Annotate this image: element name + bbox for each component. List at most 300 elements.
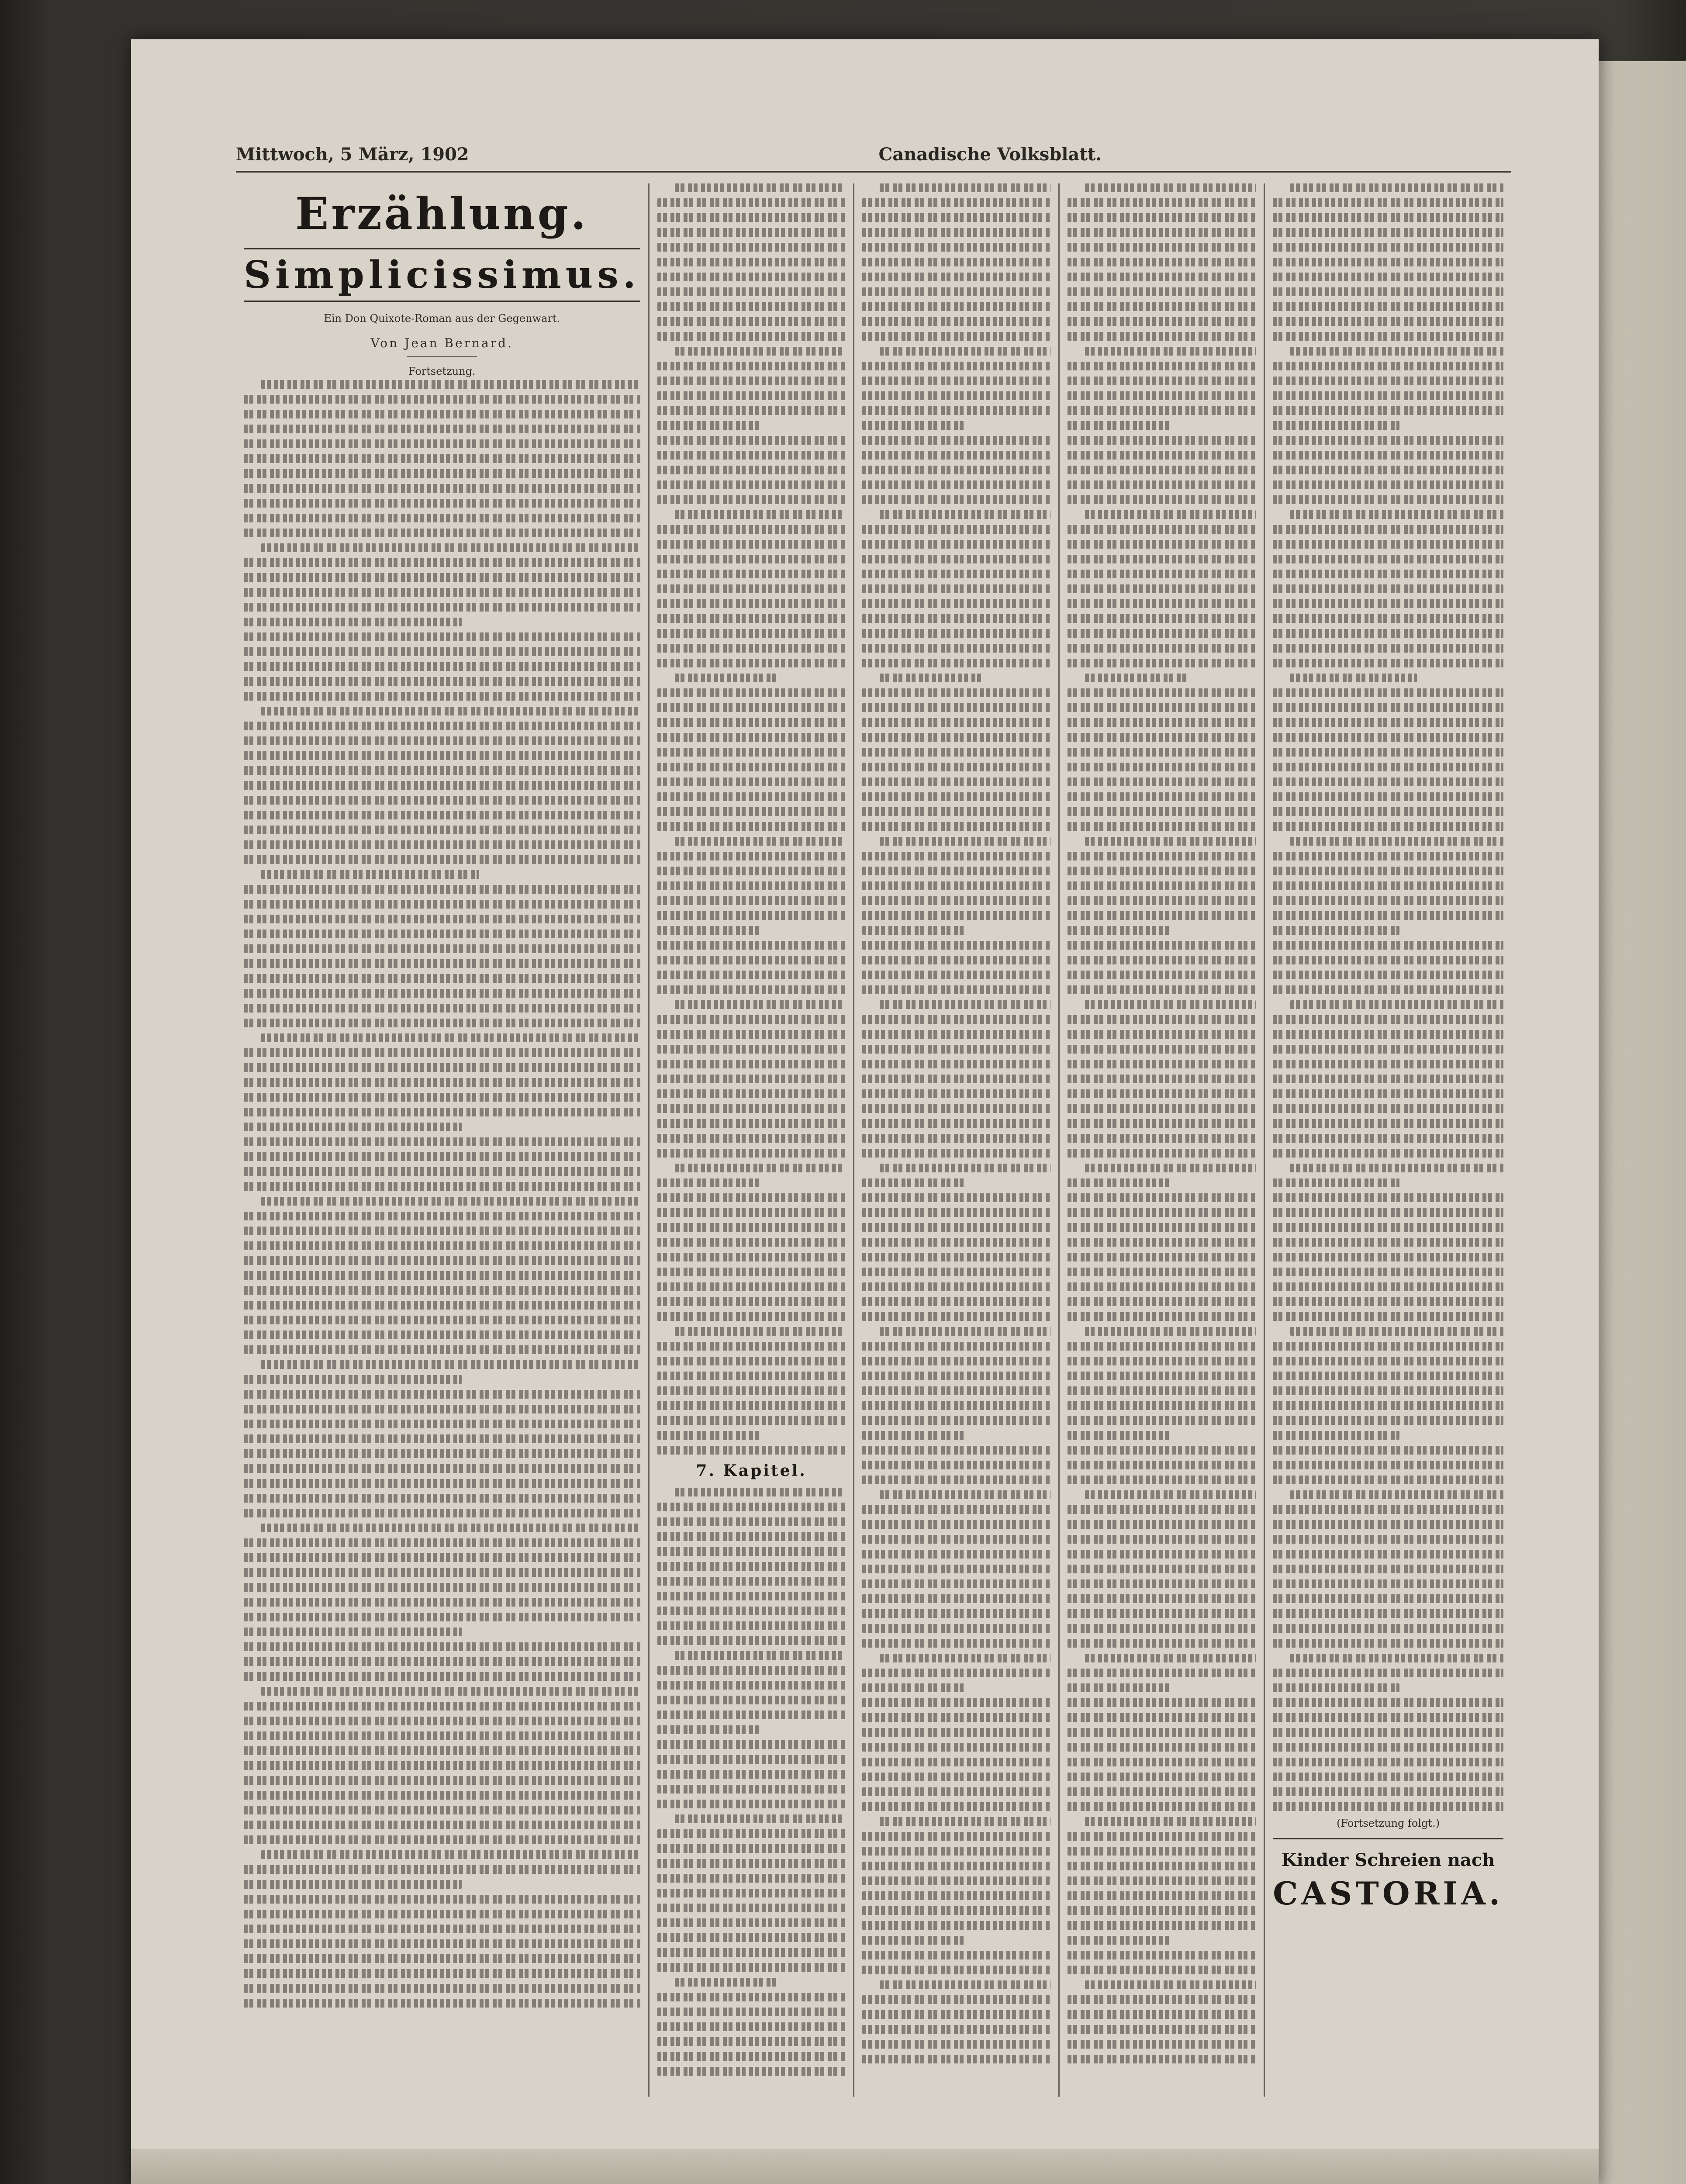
text-line bbox=[1068, 1639, 1256, 1648]
text-line bbox=[1273, 1802, 1503, 1811]
text-line bbox=[244, 1925, 640, 1933]
text-line bbox=[1273, 436, 1503, 445]
text-line bbox=[657, 495, 846, 504]
text-line bbox=[862, 258, 1050, 266]
text-line bbox=[244, 618, 462, 626]
text-line bbox=[244, 1093, 640, 1102]
text-line bbox=[1273, 763, 1503, 771]
text-line bbox=[862, 1728, 1050, 1737]
text-line bbox=[1068, 273, 1256, 281]
text-line bbox=[657, 1312, 846, 1321]
text-line bbox=[657, 480, 846, 489]
text-line bbox=[244, 1806, 640, 1814]
text-line bbox=[1068, 748, 1256, 757]
text-line bbox=[862, 1773, 1050, 1781]
text-line bbox=[657, 1401, 846, 1410]
text-line bbox=[862, 822, 1050, 831]
text-line bbox=[244, 425, 640, 433]
text-line bbox=[675, 1164, 846, 1172]
text-line bbox=[1068, 1075, 1256, 1083]
text-line bbox=[1068, 1624, 1256, 1633]
text-line bbox=[862, 584, 1050, 593]
text-line bbox=[244, 944, 640, 953]
text-line bbox=[1068, 1995, 1256, 2004]
text-line bbox=[862, 629, 1050, 638]
text-line bbox=[244, 1286, 640, 1295]
text-line bbox=[1068, 1906, 1256, 1915]
text-line bbox=[244, 1227, 640, 1235]
text-line bbox=[1273, 1238, 1503, 1247]
text-line bbox=[657, 659, 846, 667]
text-line bbox=[657, 1933, 846, 1942]
text-line bbox=[261, 1360, 640, 1369]
text-line bbox=[1068, 1847, 1256, 1856]
castoria-advertisement bbox=[1273, 1838, 1503, 1912]
text-line bbox=[1085, 674, 1188, 682]
text-line bbox=[1068, 1030, 1256, 1039]
text-line bbox=[657, 718, 846, 727]
text-line bbox=[657, 1844, 846, 1853]
text-line bbox=[657, 421, 761, 430]
text-line bbox=[657, 1089, 846, 1098]
text-line bbox=[1068, 2010, 1256, 2019]
text-line bbox=[657, 2067, 846, 2076]
text-line bbox=[1068, 258, 1256, 266]
text-line bbox=[1273, 287, 1503, 296]
text-line bbox=[1273, 1030, 1503, 1039]
text-line bbox=[1068, 1802, 1256, 1811]
text-line bbox=[657, 1874, 846, 1883]
text-line bbox=[862, 451, 1050, 460]
text-line bbox=[657, 1681, 846, 1690]
text-line bbox=[862, 1297, 1050, 1306]
text-line bbox=[244, 1494, 640, 1503]
text-line bbox=[1068, 778, 1256, 786]
column-3 bbox=[854, 183, 1060, 2097]
text-line bbox=[1068, 688, 1256, 697]
text-line bbox=[880, 1327, 1050, 1336]
text-line bbox=[1068, 1862, 1256, 1870]
text-line bbox=[862, 287, 1050, 296]
text-line bbox=[1068, 911, 1256, 920]
text-line bbox=[1273, 1015, 1503, 1024]
text-line bbox=[1068, 1565, 1256, 1573]
text-line bbox=[244, 1078, 640, 1087]
text-line bbox=[862, 570, 1050, 578]
text-line bbox=[862, 1891, 1050, 1900]
text-line bbox=[657, 1755, 846, 1764]
text-line bbox=[862, 659, 1050, 667]
text-line bbox=[1068, 1372, 1256, 1380]
text-line bbox=[1068, 1743, 1256, 1752]
text-line bbox=[657, 763, 846, 771]
text-line bbox=[1068, 1119, 1256, 1128]
text-line bbox=[657, 941, 846, 950]
text-line bbox=[862, 1565, 1050, 1573]
text-line bbox=[657, 1015, 846, 1024]
text-line bbox=[657, 1178, 761, 1187]
text-line bbox=[657, 1517, 846, 1526]
column-1-text bbox=[244, 380, 640, 2008]
text-line bbox=[244, 1004, 640, 1013]
text-line bbox=[657, 584, 846, 593]
text-line bbox=[657, 377, 846, 385]
text-line bbox=[862, 1446, 1050, 1455]
text-line bbox=[657, 451, 846, 460]
text-line bbox=[862, 1832, 1050, 1841]
text-line bbox=[1273, 659, 1503, 667]
text-line bbox=[1068, 540, 1256, 549]
text-line bbox=[244, 885, 640, 894]
text-line bbox=[1273, 525, 1503, 534]
text-line bbox=[1068, 1550, 1256, 1559]
text-line bbox=[244, 1910, 640, 1918]
text-line bbox=[1290, 1164, 1503, 1172]
text-line bbox=[675, 510, 846, 519]
text-line bbox=[1068, 570, 1256, 578]
text-line bbox=[862, 1386, 1050, 1395]
text-line bbox=[1273, 1119, 1503, 1128]
text-line bbox=[244, 1568, 640, 1577]
text-line bbox=[244, 514, 640, 522]
text-line bbox=[675, 1000, 846, 1009]
text-line bbox=[261, 543, 640, 552]
text-line bbox=[862, 792, 1050, 801]
text-line bbox=[1273, 971, 1503, 979]
text-line bbox=[657, 807, 846, 816]
text-line bbox=[1068, 213, 1256, 222]
text-line bbox=[1068, 852, 1256, 860]
text-line bbox=[244, 469, 640, 478]
text-line bbox=[244, 410, 640, 418]
text-line bbox=[1068, 1609, 1256, 1618]
text-line bbox=[1273, 451, 1503, 460]
text-line bbox=[657, 1696, 846, 1704]
text-line bbox=[1290, 1000, 1503, 1009]
text-line bbox=[1273, 1357, 1503, 1365]
text-line bbox=[1273, 466, 1503, 474]
text-line bbox=[657, 1636, 846, 1645]
text-line bbox=[244, 692, 640, 701]
text-line bbox=[1068, 1416, 1256, 1425]
text-line bbox=[862, 1594, 1050, 1603]
text-line bbox=[862, 881, 1050, 890]
text-line bbox=[862, 1104, 1050, 1113]
text-line bbox=[675, 1651, 846, 1660]
text-line bbox=[1068, 480, 1256, 489]
text-line bbox=[675, 837, 846, 846]
text-line bbox=[657, 391, 846, 400]
text-line bbox=[862, 1876, 1050, 1885]
text-line bbox=[1273, 584, 1503, 593]
newspaper-page bbox=[131, 39, 1599, 2184]
text-line bbox=[1085, 837, 1256, 846]
text-line bbox=[657, 1503, 846, 1511]
text-line bbox=[1068, 1921, 1256, 1930]
text-line bbox=[675, 1814, 846, 1823]
text-line bbox=[657, 1386, 846, 1395]
text-line bbox=[1068, 1683, 1171, 1692]
text-line bbox=[1068, 555, 1256, 563]
text-line bbox=[261, 1687, 640, 1696]
text-line bbox=[244, 826, 640, 834]
text-line bbox=[862, 1862, 1050, 1870]
text-line bbox=[862, 1698, 1050, 1707]
text-line bbox=[1273, 599, 1503, 608]
text-line bbox=[657, 2052, 846, 2061]
header-date: Mittwoch, 5 März, 1902 bbox=[236, 144, 469, 165]
text-line bbox=[244, 1063, 640, 1072]
story-byline: Von Jean Bernard. bbox=[370, 336, 513, 350]
text-line bbox=[1068, 2055, 1256, 2063]
text-line bbox=[244, 736, 640, 745]
text-line bbox=[862, 1758, 1050, 1766]
text-line bbox=[1273, 1758, 1503, 1766]
text-line bbox=[1273, 1268, 1503, 1276]
text-line bbox=[1068, 1594, 1256, 1603]
text-line bbox=[1273, 1787, 1503, 1796]
text-line bbox=[1068, 436, 1256, 445]
text-line bbox=[862, 1223, 1050, 1232]
text-line bbox=[862, 1401, 1050, 1410]
text-line bbox=[1085, 1654, 1256, 1662]
text-line bbox=[862, 436, 1050, 445]
text-line bbox=[244, 1301, 640, 1310]
text-line bbox=[1273, 1386, 1503, 1395]
text-line bbox=[1068, 228, 1256, 237]
text-line bbox=[657, 1711, 846, 1719]
text-line bbox=[244, 1791, 640, 1800]
text-line bbox=[862, 198, 1050, 207]
text-line bbox=[657, 748, 846, 757]
text-line bbox=[1068, 1728, 1256, 1737]
text-line bbox=[1273, 243, 1503, 252]
text-line bbox=[1085, 1490, 1256, 1499]
text-line bbox=[1068, 1535, 1256, 1544]
text-line bbox=[244, 1375, 462, 1384]
text-line bbox=[261, 870, 479, 879]
text-line bbox=[244, 1509, 640, 1517]
text-line bbox=[862, 1193, 1050, 1202]
text-line bbox=[1273, 391, 1503, 400]
text-line bbox=[1068, 1253, 1256, 1261]
text-line bbox=[1068, 1401, 1256, 1410]
text-line bbox=[1273, 1639, 1503, 1648]
text-line bbox=[862, 1669, 1050, 1677]
text-line bbox=[657, 1149, 846, 1158]
text-line bbox=[675, 1488, 846, 1496]
text-line bbox=[657, 1075, 846, 1083]
text-line bbox=[862, 1787, 1050, 1796]
text-line bbox=[244, 1538, 640, 1547]
text-line bbox=[862, 1431, 966, 1440]
text-line bbox=[1068, 1045, 1256, 1054]
text-line bbox=[244, 1479, 640, 1488]
text-line bbox=[1068, 362, 1256, 370]
text-line bbox=[862, 896, 1050, 905]
text-line bbox=[1290, 183, 1503, 192]
text-line bbox=[657, 273, 846, 281]
text-line bbox=[862, 1535, 1050, 1544]
text-line bbox=[1273, 1208, 1503, 1217]
text-line bbox=[657, 1829, 846, 1838]
text-line bbox=[862, 1951, 1050, 1959]
text-line bbox=[261, 1033, 640, 1042]
text-line bbox=[244, 1672, 640, 1681]
text-line bbox=[862, 1357, 1050, 1365]
text-line bbox=[862, 985, 1050, 994]
text-line bbox=[1068, 1520, 1256, 1529]
text-line bbox=[657, 644, 846, 653]
text-line bbox=[862, 2040, 1050, 2049]
text-line bbox=[244, 395, 640, 404]
text-line bbox=[1273, 1045, 1503, 1054]
text-line bbox=[1068, 1936, 1171, 1945]
text-line bbox=[1068, 391, 1256, 400]
text-line bbox=[657, 956, 846, 964]
text-line bbox=[1273, 1282, 1503, 1291]
text-line bbox=[1068, 763, 1256, 771]
text-line bbox=[675, 1327, 846, 1336]
text-line bbox=[657, 525, 846, 534]
text-line bbox=[244, 1316, 640, 1324]
text-line bbox=[1068, 1060, 1256, 1068]
text-line bbox=[244, 1449, 640, 1458]
text-line bbox=[1273, 1342, 1503, 1351]
text-line bbox=[657, 688, 846, 697]
text-line bbox=[862, 1743, 1050, 1752]
text-line bbox=[1273, 867, 1503, 875]
text-line bbox=[862, 1149, 1050, 1158]
text-line bbox=[862, 599, 1050, 608]
text-line bbox=[1273, 1297, 1503, 1306]
text-line bbox=[244, 930, 640, 938]
text-line bbox=[1273, 1579, 1503, 1588]
text-line bbox=[1273, 555, 1503, 563]
text-line bbox=[657, 1993, 846, 2001]
text-line bbox=[244, 1761, 640, 1770]
text-line bbox=[1273, 644, 1503, 653]
text-line bbox=[657, 1268, 846, 1276]
text-line bbox=[862, 1089, 1050, 1098]
text-line bbox=[1273, 1713, 1503, 1722]
text-line bbox=[862, 1045, 1050, 1054]
text-line bbox=[1290, 837, 1503, 846]
text-line bbox=[862, 243, 1050, 252]
text-line bbox=[1068, 1134, 1256, 1143]
text-line bbox=[657, 1859, 846, 1868]
text-line bbox=[862, 1802, 1050, 1811]
text-line bbox=[657, 1193, 846, 1202]
text-line bbox=[244, 900, 640, 909]
text-line bbox=[1273, 273, 1503, 281]
text-line bbox=[1273, 1535, 1503, 1544]
column-2-text-bottom bbox=[657, 1488, 846, 2076]
text-line bbox=[657, 1134, 846, 1143]
text-line bbox=[862, 362, 1050, 370]
text-line bbox=[244, 1613, 640, 1621]
text-line bbox=[862, 495, 1050, 504]
text-line bbox=[657, 1416, 846, 1425]
text-line bbox=[1068, 317, 1256, 326]
text-line bbox=[244, 1405, 640, 1413]
text-line bbox=[862, 1550, 1050, 1559]
text-line bbox=[244, 1212, 640, 1220]
text-line bbox=[862, 1178, 966, 1187]
text-line bbox=[244, 1137, 640, 1146]
text-line bbox=[657, 599, 846, 608]
text-line bbox=[1068, 466, 1256, 474]
text-line bbox=[862, 540, 1050, 549]
text-line bbox=[862, 971, 1050, 979]
text-line bbox=[1273, 896, 1503, 905]
text-line bbox=[1273, 421, 1399, 430]
text-line bbox=[1068, 1773, 1256, 1781]
divider bbox=[407, 356, 477, 357]
text-line bbox=[1273, 1416, 1503, 1425]
text-line bbox=[862, 1238, 1050, 1247]
text-line bbox=[1068, 1966, 1256, 1974]
text-line bbox=[1273, 985, 1503, 994]
text-line bbox=[1273, 570, 1503, 578]
text-line bbox=[657, 198, 846, 207]
text-line bbox=[1273, 718, 1503, 727]
text-line bbox=[657, 540, 846, 549]
text-line bbox=[1068, 703, 1256, 712]
text-line bbox=[675, 1978, 778, 1987]
text-line bbox=[1273, 213, 1503, 222]
text-line bbox=[657, 1948, 846, 1957]
text-line bbox=[657, 926, 761, 935]
text-line bbox=[1068, 1282, 1256, 1291]
text-line bbox=[1068, 332, 1256, 341]
text-line bbox=[1273, 1594, 1503, 1603]
text-line bbox=[244, 1880, 462, 1889]
text-line bbox=[862, 911, 1050, 920]
text-line bbox=[244, 989, 640, 998]
text-line bbox=[862, 718, 1050, 727]
text-line bbox=[657, 2037, 846, 2046]
text-line bbox=[1273, 1149, 1503, 1158]
text-line bbox=[657, 1621, 846, 1630]
text-line bbox=[244, 603, 640, 612]
text-line bbox=[1068, 1386, 1256, 1395]
text-line bbox=[244, 677, 640, 686]
text-line bbox=[675, 183, 846, 192]
text-line bbox=[1273, 778, 1503, 786]
text-line bbox=[862, 644, 1050, 653]
text-line bbox=[1068, 881, 1256, 890]
text-line bbox=[862, 421, 966, 430]
text-line bbox=[880, 347, 1050, 356]
text-line bbox=[244, 1553, 640, 1562]
text-line bbox=[862, 703, 1050, 712]
text-line bbox=[862, 956, 1050, 964]
text-line bbox=[862, 614, 1050, 623]
text-line bbox=[1273, 1624, 1503, 1633]
text-line bbox=[244, 484, 640, 493]
text-line bbox=[862, 1268, 1050, 1276]
text-line bbox=[657, 1297, 846, 1306]
text-line bbox=[1273, 688, 1503, 697]
text-line bbox=[1068, 644, 1256, 653]
text-line bbox=[862, 466, 1050, 474]
text-line bbox=[657, 1431, 761, 1440]
text-line bbox=[244, 796, 640, 805]
text-line bbox=[1068, 1431, 1171, 1440]
text-line bbox=[1068, 421, 1171, 430]
text-line bbox=[657, 555, 846, 563]
